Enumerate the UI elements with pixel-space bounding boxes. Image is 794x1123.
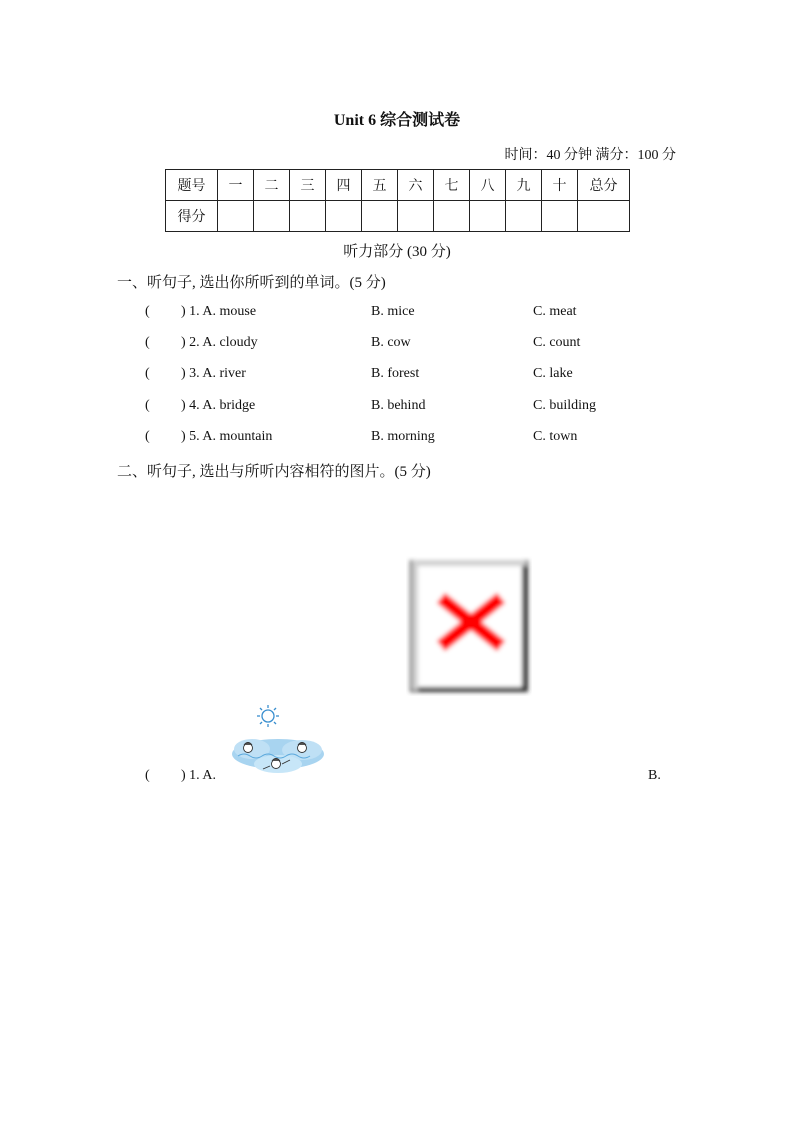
section-1-heading: 一、听句子, 选出你所听到的单词。(5 分) bbox=[117, 275, 386, 291]
score-table-cell: 九 bbox=[506, 170, 542, 201]
page-title: Unit 6 综合测试卷 bbox=[333, 112, 461, 129]
score-blank-cell bbox=[398, 201, 434, 232]
score-table-cell: 七 bbox=[434, 170, 470, 201]
score-table-score-row bbox=[166, 201, 630, 232]
broken-image-icon bbox=[406, 556, 532, 696]
score-blank-cell bbox=[434, 201, 470, 232]
score-blank-cell bbox=[362, 201, 398, 232]
time-and-score-info: 时间：40 分钟 满分：100 分 bbox=[504, 148, 676, 163]
score-blank-cell bbox=[290, 201, 326, 232]
question-option-b: B. bbox=[648, 768, 661, 783]
question-row bbox=[0, 429, 794, 449]
score-table-cell: 六 bbox=[398, 170, 434, 201]
score-table-cell: 八 bbox=[470, 170, 506, 201]
question-option-c: C. meat bbox=[533, 304, 577, 319]
question-row bbox=[0, 335, 794, 355]
score-table bbox=[165, 169, 630, 232]
score-table-cell: 总分 bbox=[578, 170, 630, 201]
score-table-cell: 二 bbox=[254, 170, 290, 201]
question-option-c: C. building bbox=[533, 398, 597, 413]
question-option-c: C. count bbox=[533, 335, 581, 350]
question-option-a: ) 4. A. bridge bbox=[181, 398, 256, 413]
question-option-a: ) 2. A. cloudy bbox=[181, 335, 258, 350]
score-blank-cell bbox=[218, 201, 254, 232]
question-row bbox=[0, 304, 794, 324]
score-blank-cell bbox=[542, 201, 578, 232]
score-blank-cell bbox=[506, 201, 542, 232]
score-blank-cell bbox=[470, 201, 506, 232]
score-table-cell: 得分 bbox=[166, 201, 218, 232]
question-option-c: C. lake bbox=[533, 366, 573, 381]
answer-bracket: ( bbox=[145, 398, 150, 413]
score-table-cell: 题号 bbox=[166, 170, 218, 201]
score-table-cell: 一 bbox=[218, 170, 254, 201]
question-option-b: B. mice bbox=[371, 304, 415, 319]
question-option-a: ) 3. A. river bbox=[181, 366, 246, 381]
question-row bbox=[0, 398, 794, 418]
answer-bracket: ( bbox=[145, 366, 150, 381]
question-row bbox=[0, 768, 794, 788]
question-option-b: B. behind bbox=[371, 398, 426, 413]
question-row bbox=[0, 366, 794, 386]
score-table-cell: 十 bbox=[542, 170, 578, 201]
question-option-a: ) 1. A. bbox=[181, 768, 216, 783]
score-blank-cell bbox=[578, 201, 630, 232]
sun-icon bbox=[257, 705, 279, 727]
question-option-c: C. town bbox=[533, 429, 578, 444]
question-option-b: B. morning bbox=[371, 429, 435, 444]
question-option-a: ) 5. A. mountain bbox=[181, 429, 273, 444]
answer-bracket: ( bbox=[145, 429, 150, 444]
listening-section-heading: 听力部分 (30 分) bbox=[343, 244, 451, 260]
answer-bracket: ( bbox=[145, 304, 150, 319]
section-2-heading: 二、听句子, 选出与所听内容相符的图片。(5 分) bbox=[117, 464, 431, 480]
score-blank-cell bbox=[326, 201, 362, 232]
score-table-cell: 五 bbox=[362, 170, 398, 201]
answer-bracket: ( bbox=[145, 335, 150, 350]
score-blank-cell bbox=[254, 201, 290, 232]
score-table-header-row bbox=[166, 170, 630, 201]
question-option-a: ) 1. A. mouse bbox=[181, 304, 257, 319]
score-table-cell: 三 bbox=[290, 170, 326, 201]
score-table-cell: 四 bbox=[326, 170, 362, 201]
answer-bracket: ( bbox=[145, 768, 150, 783]
question-option-b: B. cow bbox=[371, 335, 411, 350]
question-option-b: B. forest bbox=[371, 366, 420, 381]
